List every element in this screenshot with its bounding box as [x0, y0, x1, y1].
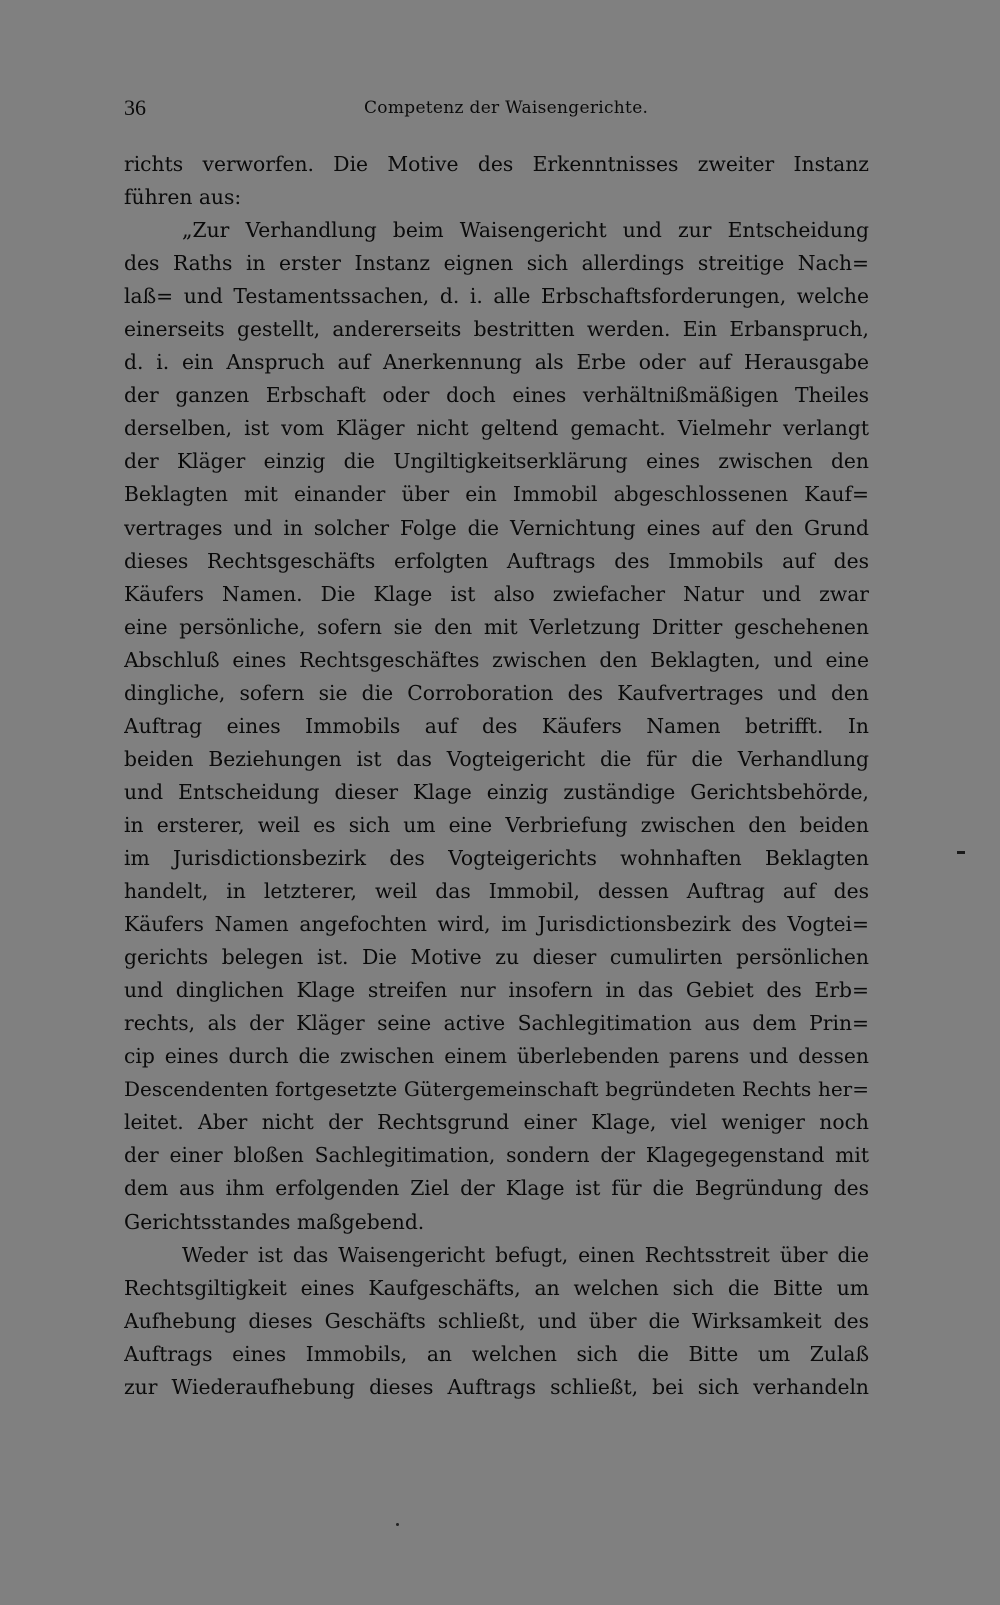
text-line: des Raths in erster Instanz eignen sich allerdings streitige Nach=	[124, 251, 869, 276]
text-line: rechts, als der Kläger seine active Sachlegitimation aus dem Prin=	[124, 1011, 869, 1036]
text-line: vertrages und in solcher Folge die Vernichtung eines auf den Grund	[124, 515, 869, 540]
text-line: handelt, in letzterer, weil das Immobil, dessen Auftrag auf des	[124, 879, 869, 904]
text-line: dem aus ihm erfolgenden Ziel der Klage ist für die Begründung des	[124, 1176, 869, 1201]
ink-speck	[396, 1523, 399, 1526]
running-title: Competenz der Waisengerichte.	[364, 98, 649, 118]
text-line: Beklagten mit einander über ein Immobil abgeschlossenen Kauf=	[124, 482, 869, 507]
text-line: Auftrag eines Immobils auf des Käufers Namen betrifft. In	[124, 713, 869, 738]
text-line: eine persönliche, sofern sie den mit Verletzung Dritter geschehenen	[124, 614, 869, 639]
text-line: leitet. Aber nicht der Rechtsgrund einer Klage, viel weniger noch	[124, 1110, 869, 1135]
text-line: beiden Beziehungen ist das Vogteigericht die für die Verhandlung	[124, 746, 869, 771]
text-line: derselben, ist vom Kläger nicht geltend gemacht. Vielmehr verlangt	[124, 416, 869, 441]
text-line: dieses Rechtsgeschäfts erfolgten Auftrags des Immobils auf des	[124, 548, 869, 573]
text-line: d. i. ein Anspruch auf Anerkennung als Erbe oder auf Herausgabe	[124, 350, 869, 375]
page-header	[124, 95, 869, 125]
text-line: einerseits gestellt, andererseits bestritten werden. Ein Erbanspruch,	[124, 317, 869, 342]
page-number: 36	[124, 95, 146, 120]
text-line: Aufhebung dieses Geschäfts schließt, und über die Wirksamkeit des	[124, 1308, 869, 1333]
text-line: „Zur Verhandlung beim Waisengericht und zur Entscheidung	[182, 218, 869, 243]
text-line: gerichts belegen ist. Die Motive zu dieser cumulirten persönlichen	[124, 945, 869, 970]
text-line: richts verworfen. Die Motive des Erkenntnisses zweiter Instanz	[124, 152, 869, 176]
text-line: Käufers Namen. Die Klage ist also zwiefacher Natur und zwar	[124, 581, 869, 606]
text-line: laß= und Testamentssachen, d. i. alle Erbschaftsforderungen, welche	[124, 284, 869, 309]
margin-mark	[957, 851, 965, 854]
text-line: und dinglichen Klage streifen nur insofern in das Gebiet des Erb=	[124, 978, 869, 1003]
text-line: und Entscheidung dieser Klage einzig zuständige Gerichtsbehörde,	[124, 779, 869, 804]
text-line: der einer bloßen Sachlegitimation, sondern der Klagegegenstand mit	[124, 1143, 869, 1168]
text-line: dingliche, sofern sie die Corroboration des Kaufvertrages und den	[124, 680, 869, 705]
text-line: Abschluß eines Rechtsgeschäftes zwischen den Beklagten, und eine	[124, 647, 869, 672]
text-line: der Kläger einzig die Ungiltigkeitserklärung eines zwischen den	[124, 449, 869, 474]
text-line: führen aus:	[124, 185, 242, 210]
text-line: cip eines durch die zwischen einem überlebenden parens und dessen	[124, 1044, 869, 1069]
text-line: Rechtsgiltigkeit eines Kaufgeschäfts, an welchen sich die Bitte um	[124, 1275, 869, 1300]
text-line: im Jurisdictionsbezirk des Vogteigerichts wohnhaften Beklagten	[124, 845, 869, 870]
text-line: in ersterer, weil es sich um eine Verbriefung zwischen den beiden	[124, 812, 869, 837]
text-line: Gerichtsstandes maßgebend.	[124, 1209, 425, 1234]
text-line: Käufers Namen angefochten wird, im Jurisdictionsbezirk des Vogtei=	[124, 912, 869, 937]
text-line: Auftrags eines Immobils, an welchen sich die Bitte um Zulaß	[124, 1341, 869, 1366]
text-line: Descendenten fortgesetzte Gütergemeinschaft begründeten Rechts her=	[124, 1077, 869, 1102]
text-line: Weder ist das Waisengericht befugt, einen Rechtsstreit über die	[182, 1242, 869, 1267]
body-text	[124, 148, 869, 1404]
text-line: der ganzen Erbschaft oder doch eines verhältnißmäßigen Theiles	[124, 383, 869, 408]
text-line: zur Wiederaufhebung dieses Auftrags schließt, bei sich verhandeln	[124, 1374, 869, 1399]
